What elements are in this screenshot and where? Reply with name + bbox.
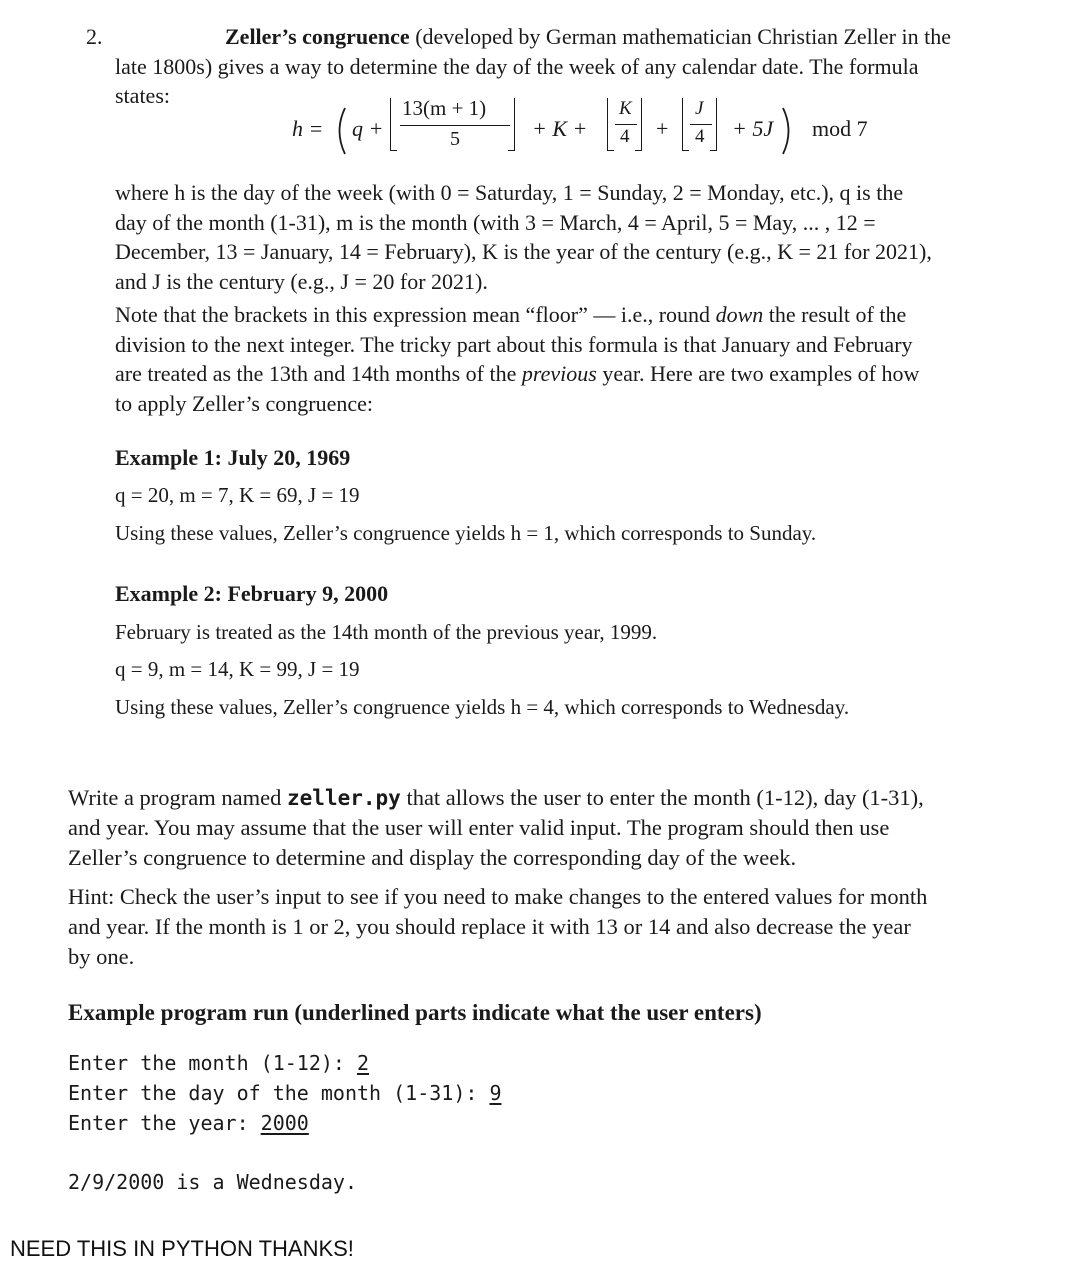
note-text: division to the next integer. The tricky part about this formula is that January and February — [115, 331, 913, 357]
run-line — [68, 1108, 501, 1138]
intro-line2: late 1800s) gives a way to determine the day of the week of any calendar date. The formula — [115, 53, 919, 79]
note-text: to apply Zeller’s congruence: — [115, 390, 373, 416]
floor-bracket-left — [390, 98, 397, 151]
run-user-input: 2 — [356, 1051, 370, 1075]
where-line: day of the month (1-31), m is the month (with 3 = March, 4 = April, 5 = May, ... , 12 = — [115, 209, 876, 235]
formula-q-plus: q + — [352, 116, 384, 141]
note-text: the result of the — [763, 302, 907, 327]
right-paren-icon — [780, 106, 796, 156]
run-line — [68, 1078, 501, 1108]
note-text: year. Here are two examples of how — [596, 361, 920, 386]
where-paragraph — [115, 178, 1055, 296]
note-paragraph — [115, 300, 1055, 418]
formula-num1: 13(m + 1) — [402, 96, 487, 120]
note-text: Note that the brackets in this expression mean “floor” — i.e., round — [115, 302, 716, 327]
formula-den4b: 4 — [695, 126, 705, 147]
task-filename: zeller.py — [287, 786, 401, 810]
note-text: are treated as the 13th and 14th months of the — [115, 361, 522, 386]
hint-line: by one. — [68, 944, 135, 969]
formula-plus-k: + K + — [532, 116, 588, 141]
run-output: 2/9/2000 is a Wednesday. — [68, 1170, 357, 1194]
formula-plus-5j: + 5J — [732, 116, 774, 141]
task-text: and year. You may assume that the user will enter valid input. The program should then use — [68, 815, 890, 840]
where-line: and J is the century (e.g., J = 20 for 2021). — [115, 268, 488, 294]
zeller-formula — [290, 92, 890, 162]
intro-line1: (developed by German mathematician Christian Zeller in the — [409, 24, 951, 49]
run-line — [68, 1048, 501, 1078]
note-emphasis-previous: previous — [521, 361, 597, 386]
intro-line3: states: — [115, 83, 170, 108]
footer-note: NEED THIS IN PYTHON THANKS! — [10, 1236, 354, 1261]
floor-bracket-left — [682, 98, 689, 151]
run-prompt: Enter the day of the month (1-31): — [68, 1081, 490, 1105]
floor-bracket-right — [710, 98, 717, 151]
task-text: Write a program named — [68, 785, 288, 810]
formula-numK: K — [619, 98, 632, 119]
where-line: where h is the day of the week (with 0 = Saturday, 1 = Sunday, 2 = Monday, etc.), q is the — [115, 180, 904, 205]
task-paragraph — [68, 783, 1060, 873]
run-prompt: Enter the year: — [68, 1111, 261, 1135]
left-paren-icon — [332, 106, 348, 156]
task-text: Zeller’s congruence to determine and display the corresponding day of the week. — [68, 845, 797, 870]
example1-values: q = 20, m = 7, K = 69, J = 19 — [115, 483, 360, 507]
floor-bracket-right — [635, 98, 642, 151]
task-text: that allows the user to enter the month (1-12), day (1-31), — [400, 785, 924, 810]
formula-plus: + — [656, 116, 669, 141]
fraction-bar — [400, 125, 510, 126]
note-emphasis-down: down — [715, 302, 764, 327]
problem-title: Zeller’s congruence — [225, 24, 410, 49]
hint-line: Hint: Check the user’s input to see if you need to make changes to the entered values for month — [68, 884, 928, 909]
example-run-heading: Example program run (underlined parts indicate what the user enters) — [68, 1000, 762, 1025]
example2-note: February is treated as the 14th month of the previous year, 1999. — [115, 620, 658, 644]
formula-den4a: 4 — [620, 126, 630, 147]
example1-heading: Example 1: July 20, 1969 — [115, 445, 351, 470]
formula-mod: mod 7 — [812, 116, 868, 141]
run-prompt: Enter the month (1-12): — [68, 1051, 357, 1075]
example2-values: q = 9, m = 14, K = 99, J = 19 — [115, 657, 360, 681]
example1-result: Using these values, Zeller’s congruence yields h = 1, which corresponds to Sunday. — [115, 521, 817, 545]
example-run-block — [68, 1048, 501, 1138]
where-line: December, 13 = January, 14 = February), K is the year of the century (e.g., K = 21 for 2021), — [115, 239, 932, 264]
formula-numJ: J — [695, 98, 704, 119]
formula-den1: 5 — [450, 128, 460, 150]
floor-bracket-right — [508, 98, 515, 151]
hint-paragraph — [68, 882, 1060, 972]
example2-heading: Example 2: February 9, 2000 — [115, 581, 389, 606]
run-user-input: 9 — [489, 1081, 502, 1105]
example2-result: Using these values, Zeller’s congruence yields h = 4, which corresponds to Wednesday. — [115, 695, 850, 719]
formula-h-eq: h = — [292, 116, 324, 141]
hint-line: and year. If the month is 1 or 2, you should replace it with 13 or 14 and also decrease the year — [68, 914, 911, 939]
floor-bracket-left — [607, 98, 614, 151]
problem-number: 2. — [86, 24, 103, 49]
run-user-input: 2000 — [260, 1111, 309, 1135]
